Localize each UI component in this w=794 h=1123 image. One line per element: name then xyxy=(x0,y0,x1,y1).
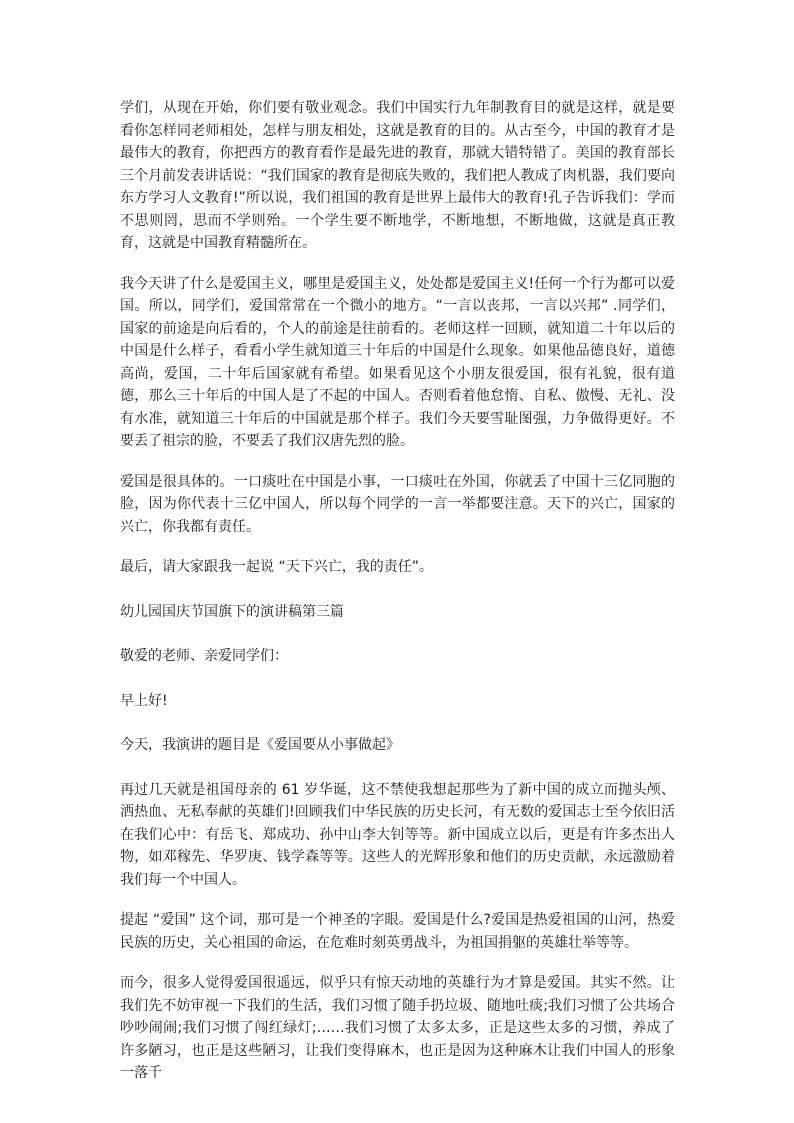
paragraph-bad-habits: 而今，很多人觉得爱国很遥远，似乎只有惊天动地的英雄行为才算是爱国。其实不然。让我们先不妨审视一下我们的生活，我们习惯了随手扔垃圾、随地吐痰;我们习惯了公共场合吵吵闹闹;我们习惯了闯红绿灯;……我们习惯了太多太多，正是这些太多的习惯，养成了许多陋习，也正是这些陋习，让我们变得麻木，也正是因为这种麻木让我们中国人的形象一落千 xyxy=(120,975,675,1081)
paragraph-closing: 最后，请大家跟我一起说 “天下兴亡，我的责任”。 xyxy=(120,559,433,575)
speech-topic: 今天，我演讲的题目是《爱国要从小事做起》 xyxy=(120,737,400,753)
paragraph-what-is-patriotism: 提起 “爱国” 这个词，那可是一个神圣的字眼。爱国是什么?爱国是热爱祖国的山河，热爱民族的历史，关心祖国的命运，在危难时刻英勇战斗，为祖国捐躯的英雄壮举等等。 xyxy=(120,912,675,951)
paragraph-anniversary: 再过几天就是祖国母亲的 61 岁华诞，这不禁使我想起那些为了新中国的成立而抛头颅、洒热血、无私奉献的英雄们!回顾我们中华民族的历史长河，有无数的爱国志士至今依旧活在我们心中：有岳飞、郑成功、孙中山李大钊等等。新中国成立以后，更是有许多杰出人物，如邓稼先、华罗庚、钱学森等等。这些人的光辉形象和他们的历史贡献，永远激励着我们每一个中国人。 xyxy=(120,781,675,888)
greeting: 早上好! xyxy=(120,692,168,709)
paragraph-concrete-patriotism: 爱国是很具体的。一口痰吐在中国是小事，一口痰吐在外国，你就丢了中国十三亿同胞的脸，因为你代表十三亿中国人，所以每个同学的一言一举都要注意。天下的兴亡，国家的兴亡，你我都有责任。 xyxy=(120,473,675,535)
salutation: 敬爱的老师、亲爱同学们： xyxy=(120,648,288,664)
paragraph-education: 学们，从现在开始，你们要有敬业观念。我们中国实行九年制教育目的就是这样，就是要看你怎样同老师相处，怎样与朋友相处，这就是教育的目的。从古至今，中国的教育才是最伟大的教育，你把西方的教育看作是最先进的教育，那就大错特错了。美国的教育部长三个月前发表讲话说：“我们国家的教育是彻底失败的，我们把人教成了肉机器，我们要向东方学习人文教育!”所以说，我们祖国的教育是世界上最伟大的教育!孔子告诉我们：学而不思则罔，思而不学则殆。一个学生要不断地学，不断地想，不断地做，这就是真正教育，这就是中国教育精髓所在。 xyxy=(120,100,675,251)
section-title: 幼儿园国庆节国旗下的演讲稿第三篇 xyxy=(120,603,344,620)
document-page xyxy=(120,97,675,1103)
paragraph-patriotism: 我今天讲了什么是爱国主义，哪里是爱国主义，处处都是爱国主义!任何一个行为都可以爱国。所以，同学们，爱国常常在一个微小的地方。“一言以丧邦，一言以兴邦” .同学们，国家的前途是向后看的，个人的前途是往前看的。老师这样一回顾，就知道二十年以后的中国是什么样子，看看小学生就知道三十年后的中国是什么现象。如果他品德良好，道德高尚，爱国，二十年后国家就有希望。如果看见这个小朋友很爱国，很有礼貌，很有道德，那么三十年后的中国人是了不起的中国人。否则看着他怠惰、自私、傲慢、无礼、没有水准，就知道三十年后的中国就是那个样子。我们今天要雪耻图强，力争做得更好。不要丢了祖宗的脸，不要丢了我们汉唐先烈的脸。 xyxy=(120,275,675,449)
